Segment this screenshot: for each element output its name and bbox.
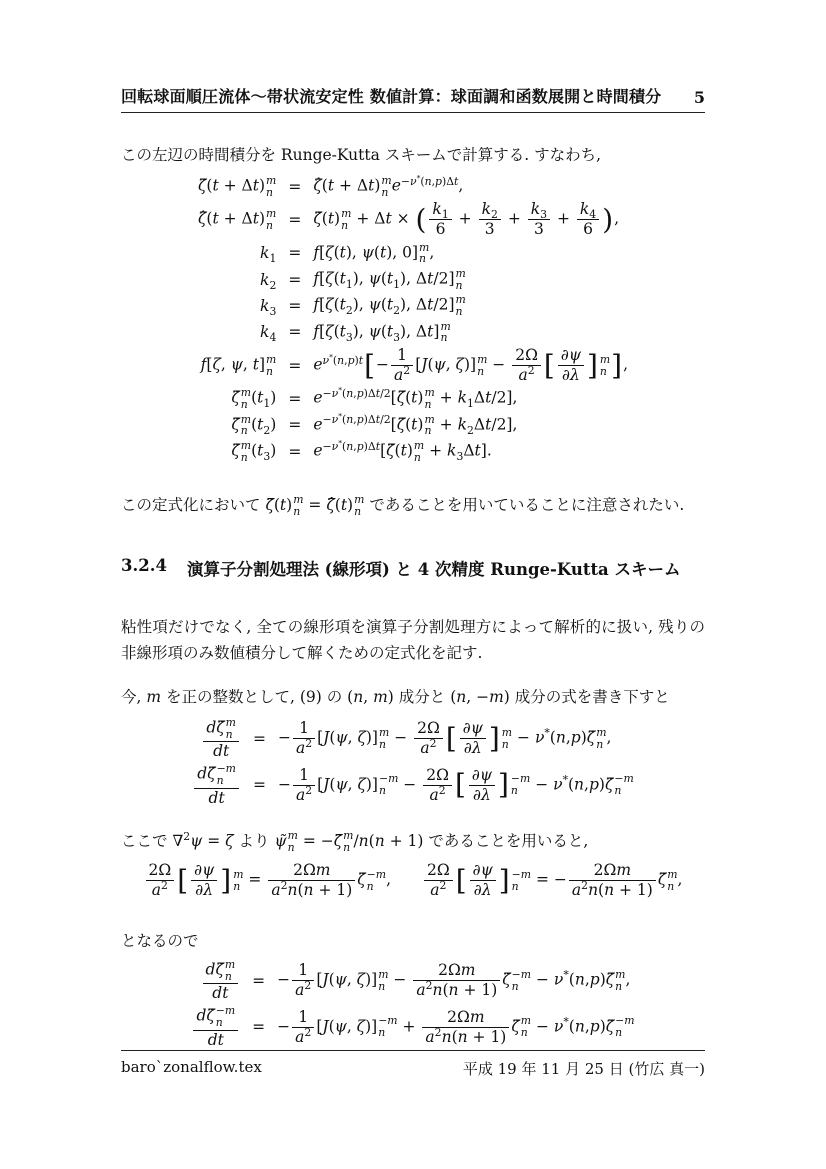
equation-rhs: $f[\zeta(t_2)$, $\psi(t_2)$, Δt/2] m n	[313, 293, 466, 319]
equation-rhs: $e^{\nu^*(n,p)t}[-$ $\frac{1}{a^2}$ [J(ψ, ζ)] m n − $\frac{2\Omega}{a^2}$ [ $\frac{\partial\psi}{\partial\lambda}$ ] m n ],	[313, 346, 628, 385]
equation-rhs: $e^{-\nu^*(n,p)\Delta t}[\zetã(t)$ m n + $k_3\Delta t$].	[313, 437, 492, 464]
equation-rel: =	[288, 177, 302, 196]
equation-rel: =	[252, 971, 266, 990]
equation-row	[198, 268, 628, 291]
paragraph-laplacian: ここで ∇$^2$ψ = ζ より ψ̃ m n = −ζ̃ m n /n(n + 1) であることを用いると,	[121, 829, 589, 854]
equation-row	[198, 411, 628, 438]
equation-rhs: $e^{-\nu^*(n,p)\Delta t/2}[\zetã(t)$ m n + $k_2\Delta t/2$],	[313, 411, 518, 438]
equation-row	[198, 294, 628, 317]
paragraph-note: この定式化において ζ̃(t) m n = ζ̂(t) m n であることを用いていることに注意されたい.	[121, 493, 685, 518]
equation-rhs: $f[\zeta(t_3)$, $\psi(t_3)$, Δt] m n	[313, 319, 451, 345]
equation-row	[198, 172, 628, 199]
equation-rel: =	[288, 210, 302, 229]
running-head-title: 回転球面順圧流体～帯状流安定性 数値計算：球面調和函数展開と時間積分	[121, 87, 662, 106]
equation-rhs: − $\frac{1}{a^2}$ [J(ψ, ζ)] −m n − $\frac{2\Omega}{a^2}$ [ $\frac{\partial\psi}{\partial\lambda}$ ] −m n − ν*(n,p)ζ̃ −m n	[277, 765, 634, 804]
equation-rhs: $f[\zeta(t_1)$, $\psi(t_1)$, Δt/2] m n	[313, 266, 466, 292]
equation-lhs: dζ̃ −m n dt	[191, 1005, 240, 1048]
equation-rhs: − $\frac{1}{a^2}$ [J(ψ, ζ)] m n − $\frac{2\Omega m}{a^2n(n + 1)}$ ζ̃ −m n − ν*(n,p)ζ̃ m n ,	[277, 961, 631, 1000]
paragraph-operator-splitting: 粘性項だけでなく, 全ての線形項を演算子分割処理方によって解析的に扱い, 残りの非線形項のみ数値積分して解くための定式化を記す.	[121, 618, 705, 663]
equation-lhs: $k_2$	[260, 270, 277, 292]
page-number: 5	[693, 88, 705, 107]
equation-lhs: $k_4$	[260, 323, 277, 345]
equation-rhs: ζ̃(t) m n + Δt × ( $\frac{k_1}{6}$ + $\frac{k_2}{3}$ + $\frac{k_3}{3}$ + $\frac{k_4}{6}$ ),	[313, 200, 620, 239]
equation-rel: =	[288, 389, 302, 408]
equation-lhs: $k_3$	[260, 297, 277, 319]
equation-group-runge-kutta	[121, 172, 705, 466]
equation-rel: =	[288, 356, 302, 375]
equation-lhs: ζ̂(t + Δt) m n	[198, 207, 277, 232]
equation-rhs: ζ̂(t + Δt) m n $e^{-\nu^*(n,p)\Delta t}$,	[313, 172, 464, 199]
section-heading	[121, 556, 705, 580]
equation-row	[198, 242, 628, 265]
equation-row	[198, 201, 628, 238]
equation-rhs: − $\frac{1}{a^2}$ [J(ψ, ζ)] m n − $\frac{2\Omega}{a^2}$ [ $\frac{\partial\psi}{\partial\lambda}$ ] m n − ν*(n,p)ζ̃ m n ,	[277, 719, 612, 758]
equation-rel: =	[252, 776, 266, 795]
equation-row	[192, 763, 634, 806]
equation-row	[198, 321, 628, 344]
section-title: 演算子分割処理法 (線形項) と 4 次精度 Runge-Kutta スキーム	[186, 560, 681, 579]
section-number: 3.2.4	[121, 556, 167, 575]
equation-lhs: dζ̃ m n dt	[192, 717, 241, 760]
equation-rel: =	[288, 244, 302, 263]
equation-rel: =	[252, 729, 266, 748]
equation-rhs: − $\frac{1}{a^2}$ [J(ψ, ζ)] −m n + $\frac{2\Omega m}{a^2n(n + 1)}$ ζ̃ m n − ν*(n,p)ζ̃ −m n	[277, 1007, 635, 1046]
paragraph-intro: この左辺の時間積分を Runge-Kutta スキームで計算する. すなわち,	[121, 146, 602, 164]
equation-lhs: f[ζ, ψ, t] m n	[200, 352, 277, 378]
equation-row	[192, 717, 634, 760]
equation-group-zeta-components	[121, 714, 705, 810]
equation-row	[198, 347, 628, 384]
equation-lhs: ζ̃ m n $(t_2)$	[231, 412, 277, 438]
equation-group-final	[121, 956, 705, 1052]
equation-row	[198, 387, 628, 410]
page-header	[121, 84, 705, 113]
equation-lhs: dζ̃ m n dt	[191, 959, 240, 1002]
page-footer	[121, 1050, 705, 1079]
equation-row	[198, 437, 628, 464]
equation-lhs: ζ̃(t + Δt) m n	[198, 174, 277, 199]
equation-row	[191, 1005, 634, 1048]
equation-rel: =	[288, 416, 302, 435]
equation-rel: =	[252, 1018, 266, 1037]
equation-psi-lambda: $\frac{2\Omega}{a^2}$ [ $\frac{\partial\psi}{\partial\lambda}$ ] m n = $\frac{2\Omega m}{a^2n(n + 1)}$ ζ̃ −m n , $\frac{2\Omega}{a^2}$ [ $\frac{\partial\psi}{\partial\lambda}$ ] −m n = − $\frac{2\Omega m}{a^2n(n + 1)}$ ζ̃ m n ,	[121, 862, 705, 899]
footer-filename: baro`zonalflow.tex	[121, 1058, 262, 1076]
equation-rel: =	[288, 270, 302, 289]
equation-lhs: dζ̃ −m n dt	[192, 763, 241, 806]
equation-lhs: $k_1$	[260, 244, 277, 266]
equation-lhs: ζ̃ m n $(t_1)$	[231, 386, 277, 411]
equation-rel: =	[288, 323, 302, 342]
equation-rel: =	[288, 442, 302, 461]
equation-rhs: $e^{-\nu^*(n,p)\Delta t/2}[\zetã(t)$ m n + $k_1\Delta t/2$],	[313, 385, 518, 411]
equation-lhs: ζ̃ m n $(t_3)$	[231, 439, 277, 464]
paragraph-therefore: となるので	[121, 932, 199, 950]
paragraph-components: 今, m を正の整数として, (9) の (n, m) 成分と (n, −m) 成分の式を書き下すと	[121, 688, 670, 706]
footer-date: 平成 19 年 11 月 25 日 (竹広 真一)	[462, 1060, 705, 1078]
equation-row	[191, 959, 634, 1002]
equation-rhs: f[ζ(t), ψ(t), 0] m n ,	[313, 240, 435, 266]
equation-rel: =	[288, 297, 302, 316]
